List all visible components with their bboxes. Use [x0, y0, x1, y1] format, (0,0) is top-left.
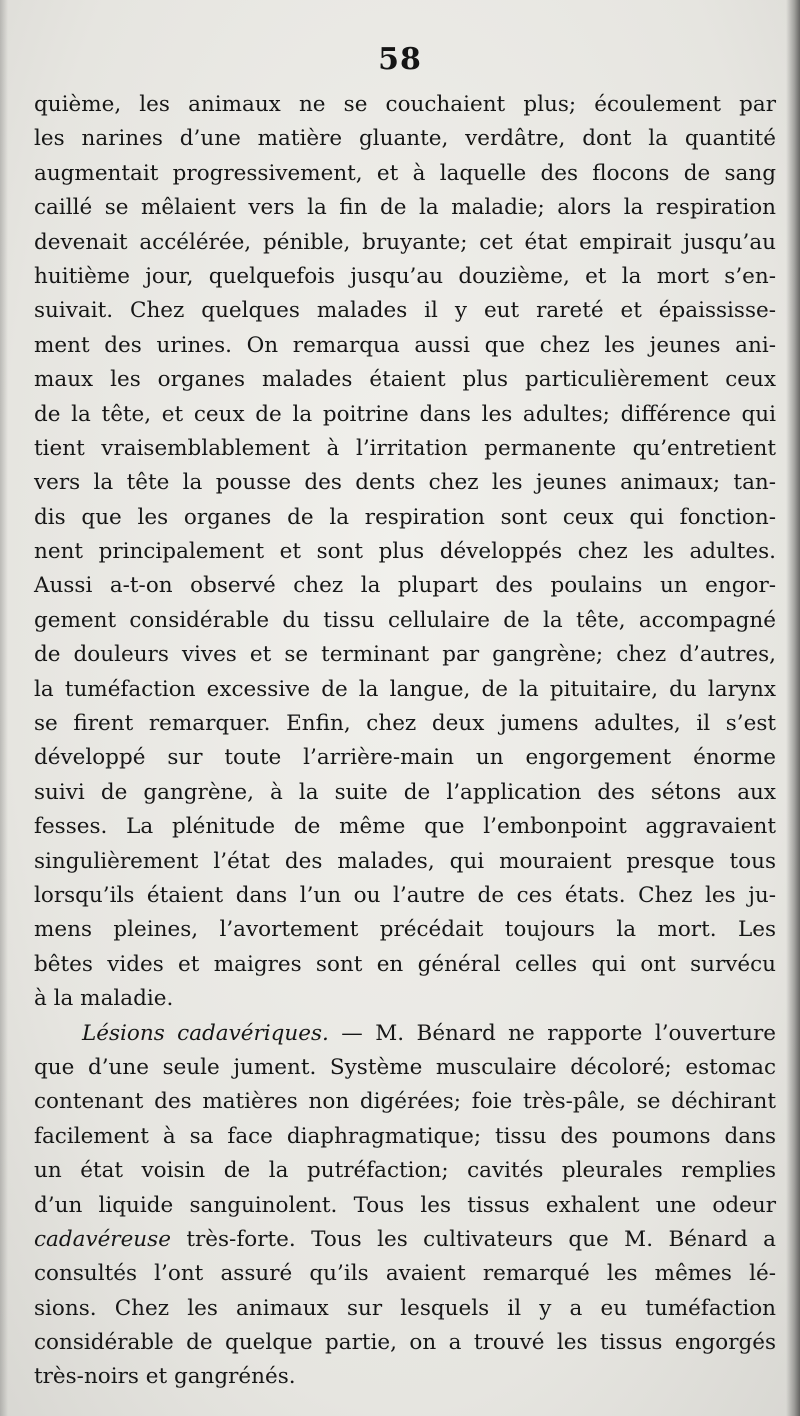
text-line-7: suivait. Chez quelques malades il y eut rareté et épaississe-: [34, 298, 776, 324]
text-line-25: mens pleines, l’avortement précédait toujours la mort. Les: [34, 917, 776, 943]
text-line-34: [34, 1223, 776, 1257]
text-line-23: singulièrement l’état des malades, qui mouraient presque tous: [34, 848, 776, 874]
text-line-13: dis que les organes de la respiration sont ceux qui fonction-: [34, 504, 776, 530]
section-heading-rest: — M. Bénard ne rapporte l’ouverture: [328, 1020, 776, 1046]
text-line-31: facilement à sa face diaphragmatique; tissu des poumons dans: [34, 1123, 776, 1149]
text-line-3: augmentait progressivement, et à laquelle des flocons de sang: [34, 160, 776, 186]
text-line-21: suivi de gangrène, à la suite de l’application des sétons aux: [34, 779, 776, 805]
text-line-32: un état voisin de la putréfaction; cavités pleurales remplies: [34, 1158, 776, 1184]
text-line-37: considérable de quelque partie, on a trouvé les tissus engorgés: [34, 1330, 776, 1356]
text-line-11: tient vraisemblablement à l’irritation permanente qu’entretient: [34, 435, 776, 461]
text-line-36: sions. Chez les animaux sur lesquels il y a eu tuméfaction: [34, 1295, 776, 1321]
text-line-15: Aussi a-t-on observé chez la plupart des poulains un engor-: [34, 573, 776, 599]
text-line-34-rest: très-forte. Tous les cultivateurs que M. Bénard a: [170, 1226, 776, 1252]
text-line-24: lorsqu’ils étaient dans l’un ou l’autre de ces états. Chez les ju-: [34, 882, 776, 908]
text-line-10: de la tête, et ceux de la poitrine dans les adultes; différence qui: [34, 401, 776, 427]
text-line-5: devenait accélérée, pénible, bruyante; cet état empirait jusqu’au: [34, 229, 776, 255]
text-line-6: huitième jour, quelquefois jusqu’au douzième, et la mort s’en-: [34, 263, 776, 289]
italic-word: cadavéreuse: [34, 1226, 171, 1252]
text-line-2: les narines d’une matière gluante, verdâtre, dont la quantité: [34, 126, 776, 152]
text-line-22: fesses. La plénitude de même que l’embonpoint aggravaient: [34, 814, 776, 840]
page-right-shadow: [786, 0, 800, 1416]
text-line-20: développé sur toute l’arrière-main un engorgement énorme: [34, 745, 776, 771]
text-line-14: nent principalement et sont plus développés chez les adultes.: [34, 539, 776, 565]
text-line-35: consultés l’ont assuré qu’ils avaient remarqué les mêmes lé-: [34, 1261, 776, 1287]
page-left-shadow: [0, 0, 8, 1416]
text-line-9: maux les organes malades étaient plus particulièrement ceux: [34, 367, 776, 393]
section-heading: Lésions cadavériques.: [82, 1020, 329, 1046]
text-line-30: contenant des matières non digérées; foie très-pâle, se déchirant: [34, 1089, 776, 1115]
text-line-1: quième, les animaux ne se couchaient plus; écoulement par: [34, 92, 776, 117]
text-line-12: vers la tête la pousse des dents chez les jeunes animaux; tan-: [34, 470, 776, 496]
text-line-17: de douleurs vives et se terminant par gangrène; chez d’autres,: [34, 642, 776, 668]
body-text: [34, 88, 776, 1395]
text-line-26: bêtes vides et maigres sont en général celles qui ont survécu: [34, 951, 776, 977]
text-line-4: caillé se mêlaient vers la fin de la maladie; alors la respiration: [34, 195, 776, 221]
text-line-16: gement considérable du tissu cellulaire de la tête, accompagné: [34, 607, 776, 633]
text-line-8: ment des urines. On remarqua aussi que chez les jeunes ani-: [34, 332, 776, 358]
page-number: 58: [378, 42, 422, 77]
section-heading-line: [34, 1017, 776, 1051]
text-line-27: à la maladie.: [34, 986, 174, 1012]
text-line-18: la tuméfaction excessive de la langue, de la pituitaire, du larynx: [34, 676, 776, 702]
text-line-38: très-noirs et gangrénés.: [34, 1364, 296, 1390]
text-line-29: que d’une seule jument. Système musculaire décoloré; estomac: [34, 1054, 776, 1080]
text-line-19: se firent remarquer. Enfin, chez deux jumens adultes, il s’est: [34, 711, 776, 737]
text-line-33: d’un liquide sanguinolent. Tous les tissus exhalent une odeur: [34, 1192, 776, 1218]
